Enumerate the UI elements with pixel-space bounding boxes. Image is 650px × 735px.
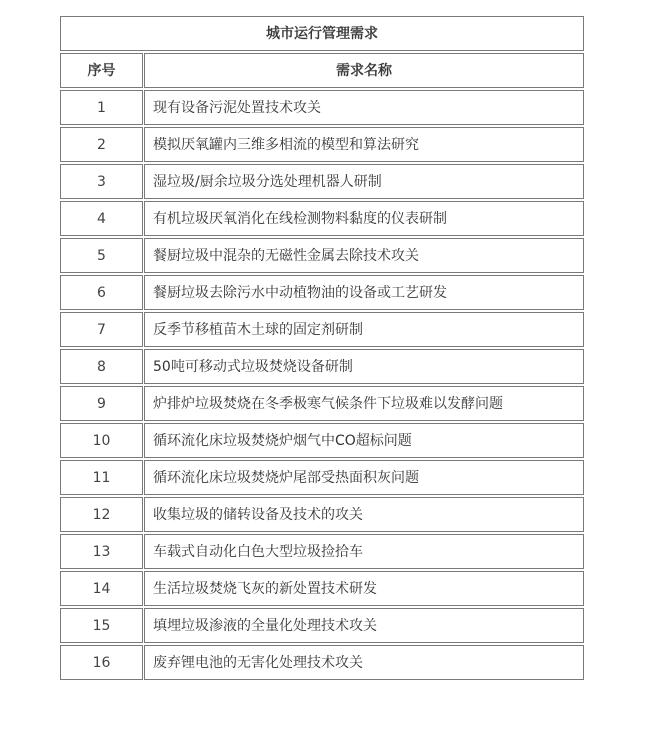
header-name: 需求名称 bbox=[144, 53, 584, 88]
table-row bbox=[60, 608, 584, 643]
row-index: 3 bbox=[60, 164, 143, 199]
table-row bbox=[60, 497, 584, 532]
row-name: 现有设备污泥处置技术攻关 bbox=[144, 90, 584, 125]
table-row bbox=[60, 645, 584, 680]
row-name: 炉排炉垃圾焚烧在冬季极寒气候条件下垃圾难以发酵问题 bbox=[144, 386, 584, 421]
row-index: 2 bbox=[60, 127, 143, 162]
row-index: 14 bbox=[60, 571, 143, 606]
table-row bbox=[60, 164, 584, 199]
row-index: 16 bbox=[60, 645, 143, 680]
requirements-table bbox=[59, 14, 585, 682]
row-name: 反季节移植苗木土球的固定剂研制 bbox=[144, 312, 584, 347]
row-name: 50吨可移动式垃圾焚烧设备研制 bbox=[144, 349, 584, 384]
row-name: 餐厨垃圾中混杂的无磁性金属去除技术攻关 bbox=[144, 238, 584, 273]
table-row bbox=[60, 423, 584, 458]
row-index: 9 bbox=[60, 386, 143, 421]
row-index: 4 bbox=[60, 201, 143, 236]
row-name: 生活垃圾焚烧飞灰的新处置技术研发 bbox=[144, 571, 584, 606]
row-index: 5 bbox=[60, 238, 143, 273]
table-row bbox=[60, 534, 584, 569]
table-row bbox=[60, 201, 584, 236]
row-index: 12 bbox=[60, 497, 143, 532]
row-name: 收集垃圾的储转设备及技术的攻关 bbox=[144, 497, 584, 532]
row-name: 填埋垃圾渗液的全量化处理技术攻关 bbox=[144, 608, 584, 643]
row-index: 6 bbox=[60, 275, 143, 310]
title-row bbox=[60, 16, 584, 51]
table-row bbox=[60, 127, 584, 162]
header-row bbox=[60, 53, 584, 88]
table-row bbox=[60, 571, 584, 606]
row-name: 有机垃圾厌氧消化在线检测物料黏度的仪表研制 bbox=[144, 201, 584, 236]
row-name: 废弃锂电池的无害化处理技术攻关 bbox=[144, 645, 584, 680]
row-name: 湿垃圾/厨余垃圾分选处理机器人研制 bbox=[144, 164, 584, 199]
row-index: 8 bbox=[60, 349, 143, 384]
table-row bbox=[60, 460, 584, 495]
row-index: 7 bbox=[60, 312, 143, 347]
table-title: 城市运行管理需求 bbox=[60, 16, 584, 51]
row-name: 循环流化床垃圾焚烧炉尾部受热面积灰问题 bbox=[144, 460, 584, 495]
header-index: 序号 bbox=[60, 53, 143, 88]
table-row bbox=[60, 312, 584, 347]
row-name: 模拟厌氧罐内三维多相流的模型和算法研究 bbox=[144, 127, 584, 162]
row-index: 11 bbox=[60, 460, 143, 495]
table-row bbox=[60, 238, 584, 273]
row-index: 15 bbox=[60, 608, 143, 643]
table-row bbox=[60, 275, 584, 310]
table-row bbox=[60, 386, 584, 421]
row-index: 1 bbox=[60, 90, 143, 125]
table-row bbox=[60, 90, 584, 125]
row-name: 餐厨垃圾去除污水中动植物油的设备或工艺研发 bbox=[144, 275, 584, 310]
row-name: 循环流化床垃圾焚烧炉烟气中CO超标问题 bbox=[144, 423, 584, 458]
row-index: 13 bbox=[60, 534, 143, 569]
row-index: 10 bbox=[60, 423, 143, 458]
table-row bbox=[60, 349, 584, 384]
row-name: 车载式自动化白色大型垃圾捡拾车 bbox=[144, 534, 584, 569]
